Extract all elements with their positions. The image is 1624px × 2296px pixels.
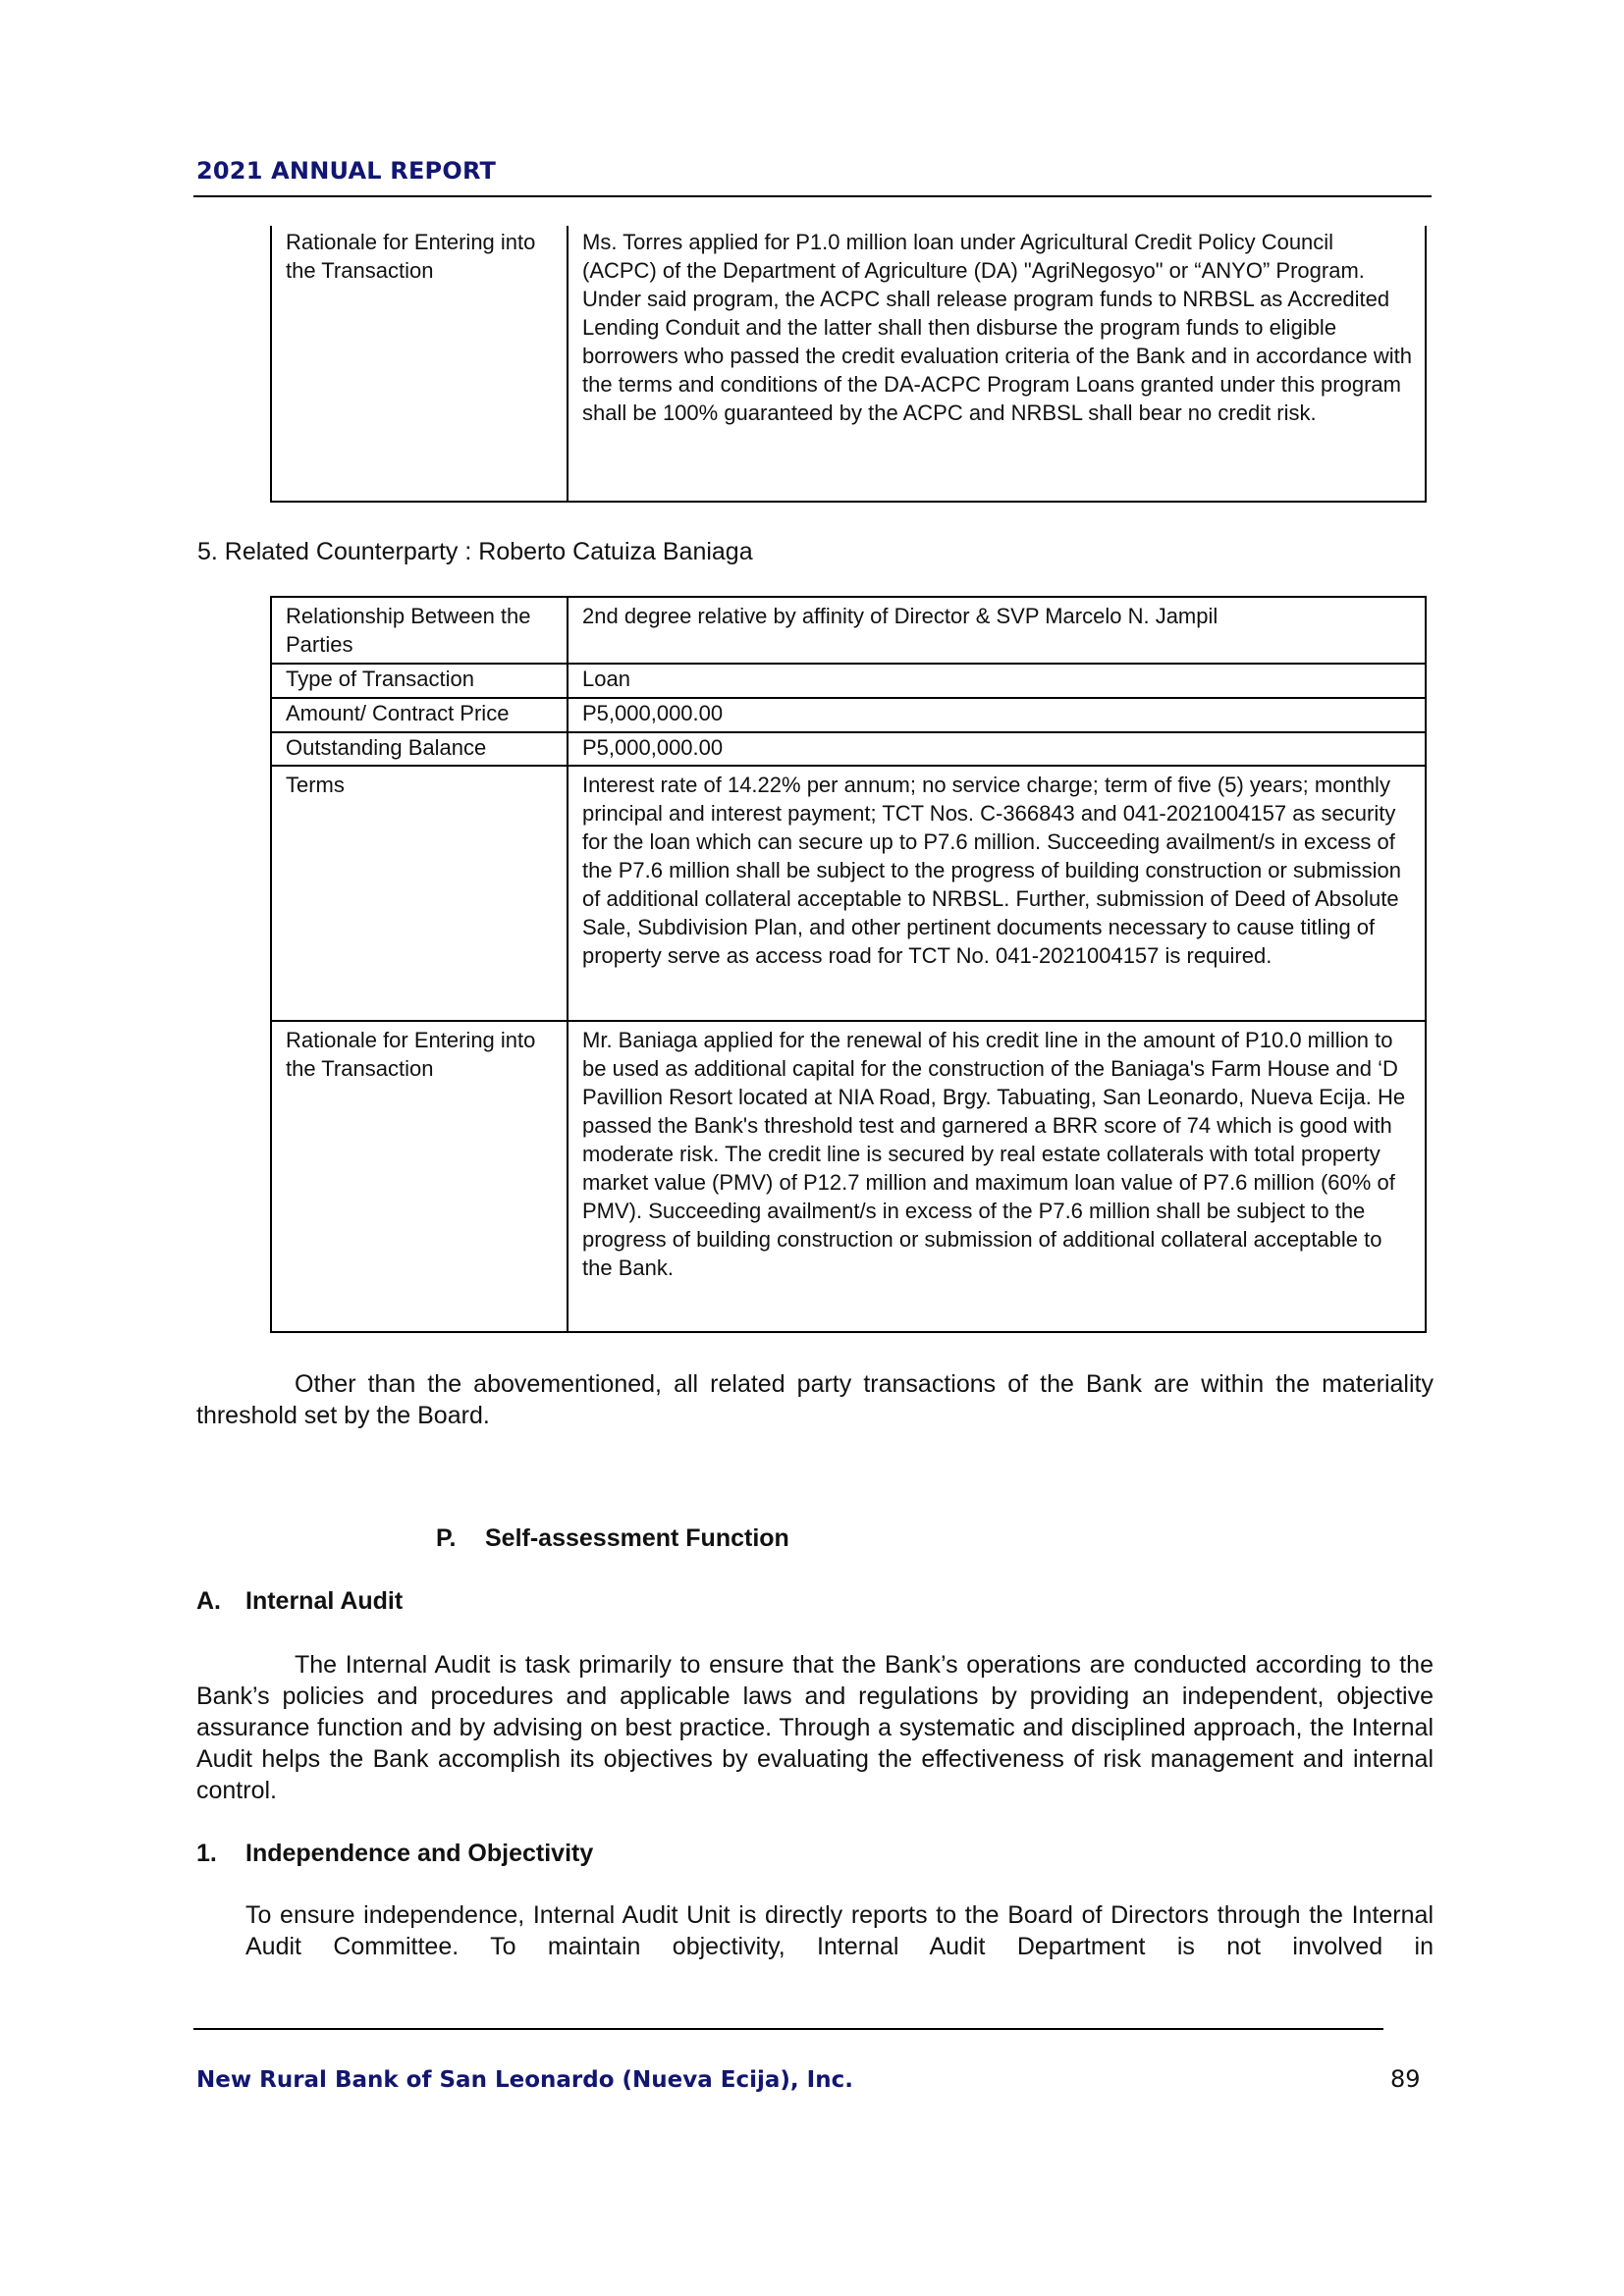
row-label: Terms <box>271 766 568 1021</box>
section-a-heading <box>196 1587 403 1616</box>
page-number: 89 <box>1390 2065 1421 2093</box>
subsection-title: Independence and Objectivity <box>245 1840 594 1867</box>
row-value: Interest rate of 14.22% per annum; no service charge; term of five (5) years; monthly principal and interest payment; TCT Nos. C-366843 and 041-2021004157 as security for the loan which can secure up to P7.6 million. Succeeding availment/s in excess of the P7.6 million shall be subject to the progress of building construction or submission of additional collateral acceptable to NRBSL. Further, submission of Deed of Absolute Sale, Subdivision Plan, and other pertinent documents necessary to cause titling of property serve as access road for TCT No. 041-2021004157 is required. <box>568 766 1426 1021</box>
table-row <box>271 766 1426 1021</box>
subsection-number: 1. <box>196 1840 217 1867</box>
table-row <box>271 664 1426 698</box>
row-value: P5,000,000.00 <box>568 732 1426 766</box>
previous-counterparty-table-continuation <box>270 226 1427 503</box>
internal-audit-paragraph: The Internal Audit is task primarily to ensure that the Bank’s operations are conducted according to the Bank’s policies and procedures and applicable laws and regulations by providing an independent, objective assurance function and by advising on best practice. Through a systematic and disciplined approach, the Internal Audit helps the Bank accomplish its objectives by evaluating the effectiveness of risk management and internal control. <box>196 1651 1434 1804</box>
section-letter: A. <box>196 1587 221 1615</box>
table-row <box>271 226 1426 502</box>
table-row <box>271 1021 1426 1332</box>
closing-paragraph: Other than the abovementioned, all related party transactions of the Bank are within the materiality threshold set by the Board. <box>196 1370 1434 1429</box>
report-title: 2021 ANNUAL REPORT <box>196 157 497 185</box>
row-value: Loan <box>568 664 1426 698</box>
row-label: Rationale for Entering into the Transaction <box>271 226 568 502</box>
row-value: Ms. Torres applied for P1.0 million loan under Agricultural Credit Policy Council (ACPC) of the Department of Agriculture (DA) "AgriNegosyo" or “ANYO” Program. Under said program, the ACPC shall release program funds to NRBSL as Accredited Lending Conduit and the latter shall then disburse the program funds to eligible borrowers who passed the credit evaluation criteria of the Bank and in accordance with the terms and conditions of the DA-ACPC Program Loans granted under this program shall be 100% guaranteed by the ACPC and NRBSL shall bear no credit risk. <box>568 226 1426 502</box>
row-value: P5,000,000.00 <box>568 698 1426 732</box>
header-divider <box>193 195 1432 197</box>
footer-divider <box>193 2028 1383 2030</box>
independence-paragraph: To ensure independence, Internal Audit Unit is directly reports to the Board of Directors through the Internal Audit Committee. To maintain objectivity, Internal Audit Department is not involved in <box>245 1901 1434 1960</box>
related-counterparty-heading: 5. Related Counterparty : Roberto Catuiza Baniaga <box>197 538 753 565</box>
row-label: Rationale for Entering into the Transaction <box>271 1021 568 1332</box>
section-letter: P. <box>436 1524 457 1552</box>
table-row <box>271 597 1426 664</box>
row-value: 2nd degree relative by affinity of Director & SVP Marcelo N. Jampil <box>568 597 1426 664</box>
section-title: Self-assessment Function <box>485 1524 789 1552</box>
row-value: Mr. Baniaga applied for the renewal of his credit line in the amount of P10.0 million to be used as additional capital for the construction of the Baniaga's Farm House and ‘D Pavillion Resort located at NIA Road, Brgy. Tabuating, San Leonardo, Nueva Ecija. He passed the Bank's threshold test and garnered a BRR score of 74 which is good with moderate risk. The credit line is secured by real estate collaterals with total property market value (PMV) of P12.7 million and maximum loan value of P7.6 million (60% of PMV). Succeeding availment/s in excess of the P7.6 million shall be subject to the progress of building construction or submission of additional collateral acceptable to the Bank. <box>568 1021 1426 1332</box>
row-label: Relationship Between the Parties <box>271 597 568 664</box>
table-row <box>271 732 1426 766</box>
related-counterparty-table <box>270 596 1427 1333</box>
section-p-heading <box>436 1524 789 1553</box>
footer-bank-name: New Rural Bank of San Leonardo (Nueva Ecija), Inc. <box>196 2067 853 2093</box>
row-label: Outstanding Balance <box>271 732 568 766</box>
row-label: Type of Transaction <box>271 664 568 698</box>
section-title: Internal Audit <box>245 1587 404 1615</box>
table-row <box>271 698 1426 732</box>
subsection-1-heading <box>196 1840 593 1868</box>
row-label: Amount/ Contract Price <box>271 698 568 732</box>
